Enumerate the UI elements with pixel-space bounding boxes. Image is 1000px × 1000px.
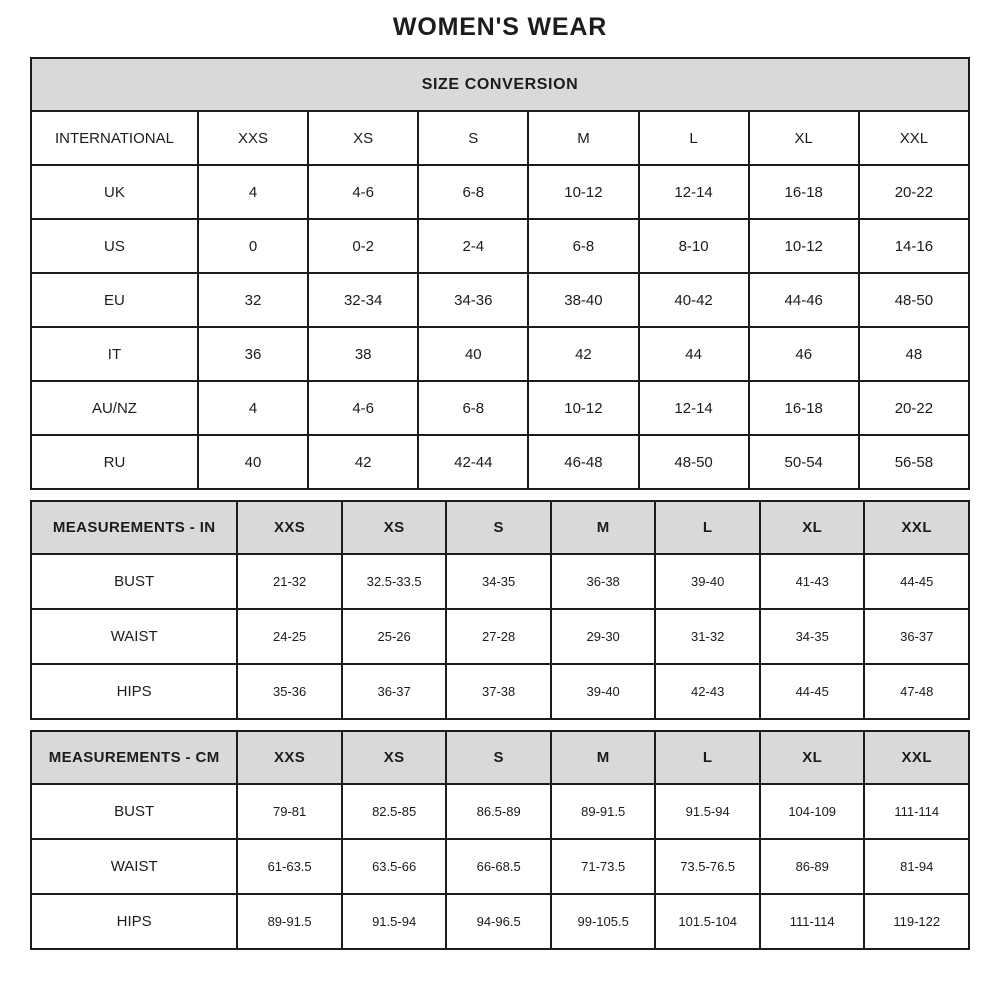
value-cell: 44 bbox=[639, 327, 749, 381]
value-cell: 36-38 bbox=[551, 554, 656, 609]
value-cell: 99-105.5 bbox=[551, 894, 656, 949]
value-cell: 24-25 bbox=[237, 609, 342, 664]
value-cell: 91.5-94 bbox=[342, 894, 447, 949]
value-cell: 82.5-85 bbox=[342, 784, 447, 839]
table-row bbox=[31, 165, 969, 219]
value-cell: 44-46 bbox=[749, 273, 859, 327]
value-cell: 10-12 bbox=[528, 165, 638, 219]
value-cell: 111-114 bbox=[760, 894, 865, 949]
value-cell: 48-50 bbox=[859, 273, 969, 327]
row-label: HIPS bbox=[31, 894, 237, 949]
value-cell: 40 bbox=[418, 327, 528, 381]
row-label: EU bbox=[31, 273, 198, 327]
row-label: US bbox=[31, 219, 198, 273]
table-row bbox=[31, 554, 969, 609]
row-label: IT bbox=[31, 327, 198, 381]
size-column-header: S bbox=[446, 731, 551, 784]
size-column-header: XL bbox=[749, 111, 859, 165]
value-cell: 42 bbox=[308, 435, 418, 489]
size-column-header: XS bbox=[308, 111, 418, 165]
size-column-header: XL bbox=[760, 731, 865, 784]
value-cell: 32.5-33.5 bbox=[342, 554, 447, 609]
value-cell: 101.5-104 bbox=[655, 894, 760, 949]
table-row bbox=[31, 609, 969, 664]
value-cell: 44-45 bbox=[760, 664, 865, 719]
value-cell: 111-114 bbox=[864, 784, 969, 839]
value-cell: 32 bbox=[198, 273, 308, 327]
value-cell: 86-89 bbox=[760, 839, 865, 894]
value-cell: 34-35 bbox=[760, 609, 865, 664]
value-cell: 66-68.5 bbox=[446, 839, 551, 894]
value-cell: 12-14 bbox=[639, 165, 749, 219]
measurements-in-title: MEASUREMENTS - IN bbox=[31, 501, 237, 554]
value-cell: 4-6 bbox=[308, 165, 418, 219]
value-cell: 48 bbox=[859, 327, 969, 381]
value-cell: 42-43 bbox=[655, 664, 760, 719]
table-row bbox=[31, 381, 969, 435]
value-cell: 14-16 bbox=[859, 219, 969, 273]
table-row bbox=[31, 219, 969, 273]
size-header-row bbox=[31, 111, 969, 165]
row-label: HIPS bbox=[31, 664, 237, 719]
value-cell: 36 bbox=[198, 327, 308, 381]
size-column-header: XXS bbox=[237, 501, 342, 554]
value-cell: 27-28 bbox=[446, 609, 551, 664]
value-cell: 36-37 bbox=[342, 664, 447, 719]
value-cell: 4 bbox=[198, 381, 308, 435]
row-label: RU bbox=[31, 435, 198, 489]
value-cell: 32-34 bbox=[308, 273, 418, 327]
size-column-header: L bbox=[655, 731, 760, 784]
value-cell: 21-32 bbox=[237, 554, 342, 609]
measurements-in-table bbox=[30, 500, 970, 720]
measurements-cm-title: MEASUREMENTS - CM bbox=[31, 731, 237, 784]
row-label: AU/NZ bbox=[31, 381, 198, 435]
value-cell: 79-81 bbox=[237, 784, 342, 839]
size-column-header: L bbox=[639, 111, 749, 165]
table-row bbox=[31, 894, 969, 949]
value-cell: 4-6 bbox=[308, 381, 418, 435]
value-cell: 20-22 bbox=[859, 165, 969, 219]
value-cell: 0-2 bbox=[308, 219, 418, 273]
table-row bbox=[31, 839, 969, 894]
value-cell: 16-18 bbox=[749, 165, 859, 219]
value-cell: 40-42 bbox=[639, 273, 749, 327]
value-cell: 61-63.5 bbox=[237, 839, 342, 894]
value-cell: 16-18 bbox=[749, 381, 859, 435]
value-cell: 71-73.5 bbox=[551, 839, 656, 894]
size-column-header: S bbox=[446, 501, 551, 554]
value-cell: 34-35 bbox=[446, 554, 551, 609]
table-title-row bbox=[31, 58, 969, 111]
row-label: UK bbox=[31, 165, 198, 219]
table-row bbox=[31, 435, 969, 489]
value-cell: 20-22 bbox=[859, 381, 969, 435]
value-cell: 6-8 bbox=[418, 381, 528, 435]
value-cell: 73.5-76.5 bbox=[655, 839, 760, 894]
value-cell: 44-45 bbox=[864, 554, 969, 609]
value-cell: 39-40 bbox=[551, 664, 656, 719]
value-cell: 25-26 bbox=[342, 609, 447, 664]
size-column-header: M bbox=[528, 111, 638, 165]
measurements-cm-table bbox=[30, 730, 970, 950]
size-column-header: XXL bbox=[864, 731, 969, 784]
size-column-header: XXL bbox=[864, 501, 969, 554]
measurements-cm-header-row bbox=[31, 731, 969, 784]
size-column-header: XXL bbox=[859, 111, 969, 165]
content-area bbox=[0, 57, 1000, 950]
value-cell: 42 bbox=[528, 327, 638, 381]
size-column-header: XXS bbox=[198, 111, 308, 165]
size-column-header: XXS bbox=[237, 731, 342, 784]
value-cell: 6-8 bbox=[418, 165, 528, 219]
table-row bbox=[31, 327, 969, 381]
value-cell: 31-32 bbox=[655, 609, 760, 664]
value-cell: 8-10 bbox=[639, 219, 749, 273]
size-column-header: XS bbox=[342, 501, 447, 554]
size-conversion-title: SIZE CONVERSION bbox=[31, 58, 969, 111]
size-column-header: XL bbox=[760, 501, 865, 554]
value-cell: 10-12 bbox=[528, 381, 638, 435]
value-cell: 38-40 bbox=[528, 273, 638, 327]
value-cell: 89-91.5 bbox=[551, 784, 656, 839]
value-cell: 6-8 bbox=[528, 219, 638, 273]
size-column-header: M bbox=[551, 501, 656, 554]
size-column-header: M bbox=[551, 731, 656, 784]
value-cell: 46-48 bbox=[528, 435, 638, 489]
value-cell: 81-94 bbox=[864, 839, 969, 894]
value-cell: 36-37 bbox=[864, 609, 969, 664]
value-cell: 119-122 bbox=[864, 894, 969, 949]
value-cell: 94-96.5 bbox=[446, 894, 551, 949]
value-cell: 12-14 bbox=[639, 381, 749, 435]
value-cell: 0 bbox=[198, 219, 308, 273]
value-cell: 63.5-66 bbox=[342, 839, 447, 894]
value-cell: 10-12 bbox=[749, 219, 859, 273]
value-cell: 46 bbox=[749, 327, 859, 381]
value-cell: 37-38 bbox=[446, 664, 551, 719]
value-cell: 2-4 bbox=[418, 219, 528, 273]
table-row bbox=[31, 784, 969, 839]
measurements-in-header-row bbox=[31, 501, 969, 554]
value-cell: 29-30 bbox=[551, 609, 656, 664]
table-row bbox=[31, 273, 969, 327]
value-cell: 34-36 bbox=[418, 273, 528, 327]
value-cell: 35-36 bbox=[237, 664, 342, 719]
value-cell: 86.5-89 bbox=[446, 784, 551, 839]
value-cell: 91.5-94 bbox=[655, 784, 760, 839]
value-cell: 56-58 bbox=[859, 435, 969, 489]
value-cell: 104-109 bbox=[760, 784, 865, 839]
value-cell: 38 bbox=[308, 327, 418, 381]
value-cell: 41-43 bbox=[760, 554, 865, 609]
size-column-header: XS bbox=[342, 731, 447, 784]
size-column-header: L bbox=[655, 501, 760, 554]
value-cell: 4 bbox=[198, 165, 308, 219]
row-label: BUST bbox=[31, 554, 237, 609]
row-label: WAIST bbox=[31, 609, 237, 664]
value-cell: 40 bbox=[198, 435, 308, 489]
value-cell: 89-91.5 bbox=[237, 894, 342, 949]
value-cell: 42-44 bbox=[418, 435, 528, 489]
value-cell: 50-54 bbox=[749, 435, 859, 489]
size-column-header: S bbox=[418, 111, 528, 165]
value-cell: 47-48 bbox=[864, 664, 969, 719]
corner-label: INTERNATIONAL bbox=[31, 111, 198, 165]
table-row bbox=[31, 664, 969, 719]
row-label: WAIST bbox=[31, 839, 237, 894]
value-cell: 48-50 bbox=[639, 435, 749, 489]
value-cell: 39-40 bbox=[655, 554, 760, 609]
size-conversion-table bbox=[30, 57, 970, 490]
page-title: WOMEN'S WEAR bbox=[392, 13, 608, 41]
row-label: BUST bbox=[31, 784, 237, 839]
